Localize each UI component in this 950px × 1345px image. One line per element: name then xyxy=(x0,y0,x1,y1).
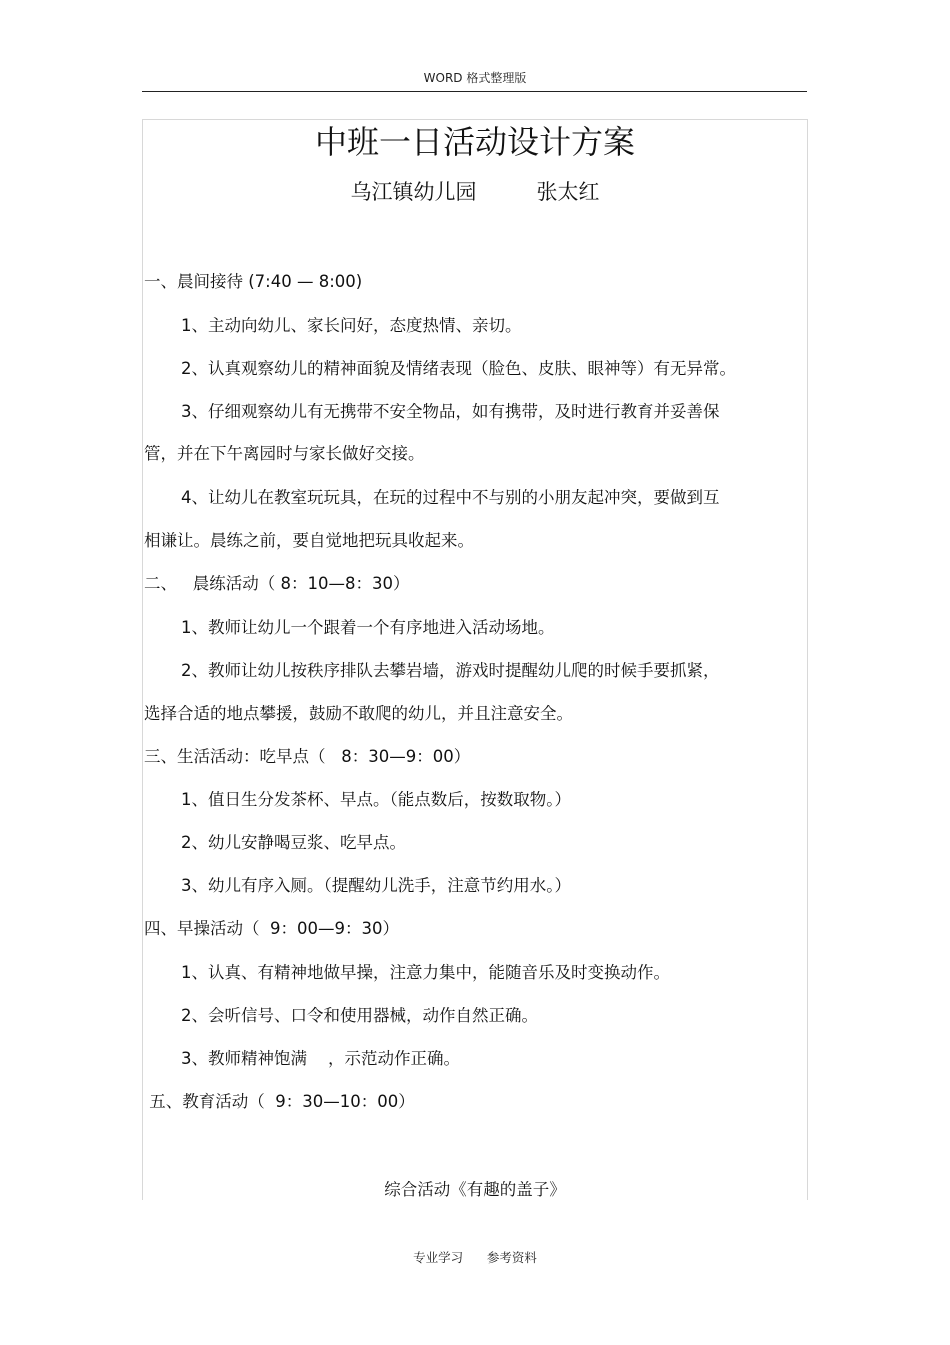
page-header-text: WORD 格式整理版 xyxy=(423,71,527,85)
section-heading-breakfast: 三、生活活动：吃早点（ 8：30—9：00） xyxy=(144,747,471,766)
section-heading-education: 五、教育活动（ 9：30—10：00） xyxy=(144,1092,415,1111)
list-item: 3、仔细观察幼儿有无携带不安全物品，如有携带，及时进行教育并妥善保 xyxy=(181,402,720,421)
list-item: 4、让幼儿在教室玩玩具，在玩的过程中不与别的小朋友起冲突，要做到互 xyxy=(181,488,720,507)
list-item: 1、主动向幼儿、家长问好，态度热情、亲切。 xyxy=(181,316,522,335)
list-item-continuation: 管，并在下午离园时与家长做好交接。 xyxy=(144,444,425,463)
list-item: 2、教师让幼儿按秩序排队去攀岩墙，游戏时提醒幼儿爬的时候手要抓紧， xyxy=(181,661,720,680)
header-divider xyxy=(142,91,807,92)
section-heading-morning-drill: 四、早操活动（ 9：00—9：30） xyxy=(144,919,399,938)
activity-title: 综合活动《有趣的盖子》 xyxy=(384,1180,566,1199)
list-item-continuation: 相谦让。晨练之前，要自觉地把玩具收起来。 xyxy=(144,531,474,550)
list-item: 2、会听信号、口令和使用器械，动作自然正确。 xyxy=(181,1006,538,1025)
list-item: 1、教师让幼儿一个跟着一个有序地进入活动场地。 xyxy=(181,618,555,637)
list-item: 3、教师精神饱满 ，示范动作正确。 xyxy=(181,1049,460,1068)
list-item-continuation: 选择合适的地点攀援，鼓励不敢爬的幼儿，并且注意安全。 xyxy=(144,704,573,723)
page-footer-text: 专业学习 参考资料 xyxy=(413,1250,537,1265)
document-title: 中班一日活动设计方案 xyxy=(314,123,635,161)
section-heading-morning-reception: 一、晨间接待 (7:40 — 8:00) xyxy=(144,272,363,291)
document-subtitle: 乌江镇幼儿园 张太红 xyxy=(350,180,600,204)
list-item: 1、认真、有精神地做早操，注意力集中，能随音乐及时变换动作。 xyxy=(181,963,670,982)
list-item: 1、值日生分发茶杯、早点。（能点数后，按数取物。） xyxy=(181,790,571,809)
section-heading-morning-exercise: 二、 晨练活动（ 8：10—8：30） xyxy=(144,574,410,593)
list-item: 2、认真观察幼儿的精神面貌及情绪表现（脸色、皮肤、眼神等）有无异常。 xyxy=(181,359,736,378)
list-item: 3、幼儿有序入厕。（提醒幼儿洗手，注意节约用水。） xyxy=(181,876,571,895)
list-item: 2、幼儿安静喝豆浆、吃早点。 xyxy=(181,833,406,852)
